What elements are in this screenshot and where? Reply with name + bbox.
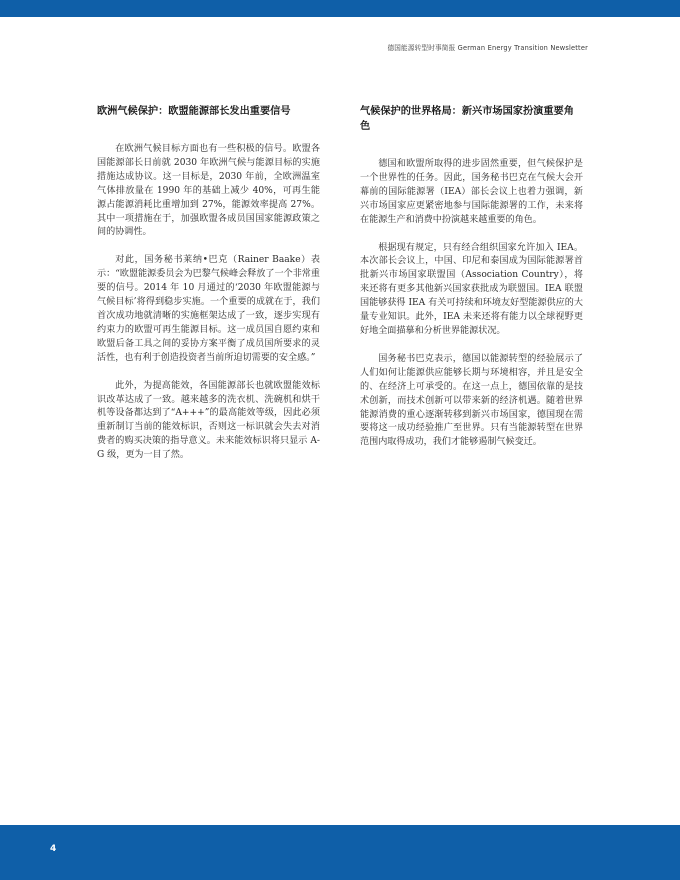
left-article [97, 104, 320, 477]
page-number: 4 [50, 844, 57, 854]
left-article-heading: 欧洲气候保护：欧盟能源部长发出重要信号 [97, 106, 291, 117]
right-article-heading: 气候保护的世界格局：新兴市场国家扮演重要角色 [360, 106, 574, 132]
left-paragraph-2: 对此，国务秘书莱纳•巴克（Rainer Baake）表示：“欧盟能源委员会为巴黎气候峰会释放了一个非常重要的信号。2014 年 10 月通过的‘2030 年欧盟能源与气候目标’将得到稳步实施。一个重要的成就在于，我们首次成功地就清晰的实施框架达成了一致，逐步实现有约束力的欧盟可再生能源目标。这一成员国自愿约束和欧盟后备工具之间的妥协方案平衡了成员国所要求的灵活性，也有利于创造投资者当前所迫切需要的安全感。” [97, 255, 320, 363]
running-header: 德国能源转型时事简报 German Energy Transition Newsletter [387, 44, 588, 52]
footer-band [0, 825, 680, 880]
right-paragraph-2: 根据现有规定，只有经合组织国家允许加入 IEA。本次部长会议上，中国、印尼和泰国成为国际能源署首批新兴市场国家联盟国（Association Country），将来还将有更多其他新兴国家获批成为联盟国。IEA 联盟国能够获得 IEA 有关可持续和环境友好型能源供应的大量专业知识。此外，IEA 未来还将有能力以全球视野更好地全面描摹和分析世界能源状况。 [360, 242, 583, 336]
left-paragraph-3: 此外，为提高能效，各国能源部长也就欧盟能效标识改革达成了一致。越来越多的洗衣机、洗碗机和烘干机等设备都达到了“A+++”的最高能效等级，因此必须重新制订当前的能效标识，否则这一标识就会失去对消费者的购买决策的指导意义。未来能效标识将只显示 A-G 级，更为一目了然。 [97, 380, 320, 461]
right-paragraph-1: 德国和欧盟所取得的进步固然重要，但气候保护是一个世界性的任务。因此，国务秘书巴克在气候大会开幕前的国际能源署（IEA）部长会议上也着力强调，新兴市场国家应更紧密地参与国际能源署的工作，未来将在能源生产和消费中扮演越来越重要的角色。 [360, 159, 583, 225]
right-article [360, 104, 583, 464]
right-paragraph-3: 国务秘书巴克表示，德国以能源转型的经验展示了人们如何让能源供应能够长期与环境相容，并且是安全的、在经济上可承受的。在这一点上，德国依靠的是技术创新，而技术创新可以带来新的经济机遇。随着世界能源消费的重心逐渐转移到新兴市场国家，德国现在需要将这一成功经验推广至世界。只有当能源转型在世界范围内取得成功，我们才能够遏制气候变迁。 [360, 353, 583, 448]
left-paragraph-1: 在欧洲气候目标方面也有一些积极的信号。欧盟各国能源部长日前就 2030 年欧洲气候与能源目标的实施措施达成协议。这一目标是，2030 年前，全欧洲温室气体排放量在 1990 年的基础上减少 40%，可再生能源占能源消耗比重增加到 27%，能源效率提高 27%。其中一项措施在于，加强欧盟各成员国国家能源政策之间的协调性。 [97, 144, 320, 238]
top-color-band [0, 0, 680, 17]
